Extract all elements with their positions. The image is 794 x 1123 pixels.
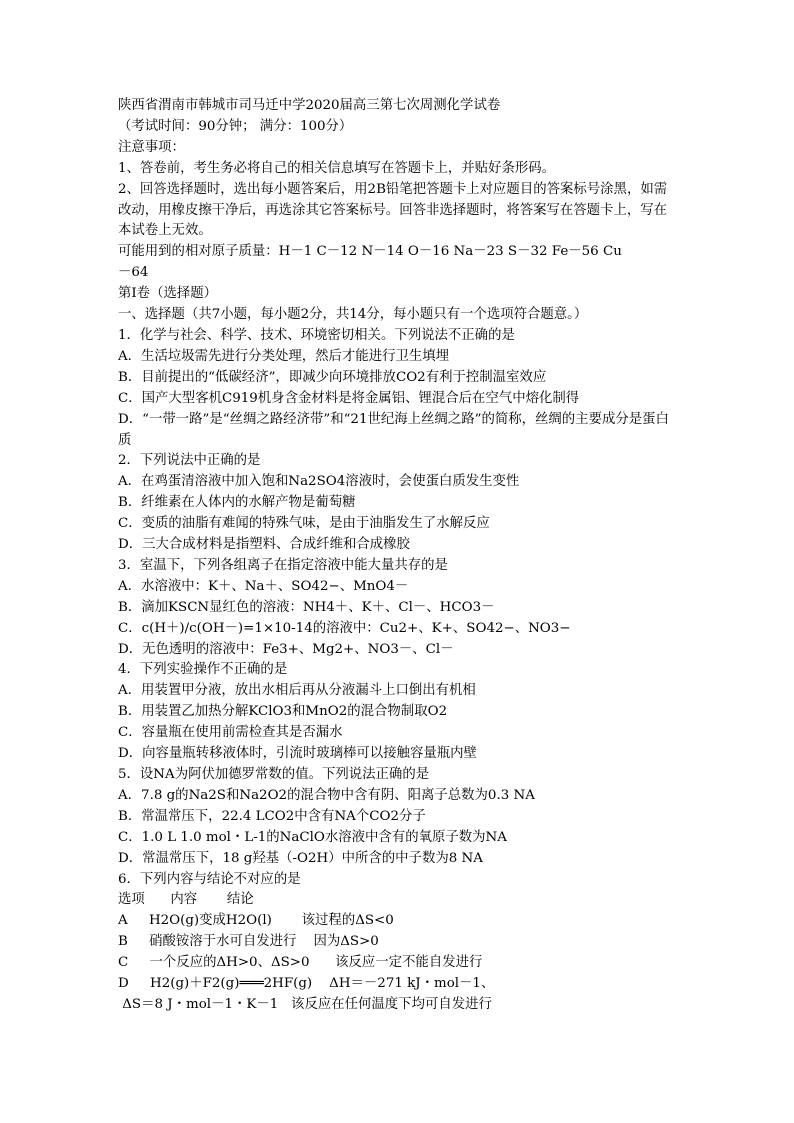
option-b: B．纤维素在人体内的水解产物是葡萄糖 [118,495,356,511]
option-b: B．目前提出的“低碳经济”，即减少向环境排放CO2有利于控制温室效应 [118,369,547,385]
question-stem: 2．下列说法中正确的是 [118,453,261,469]
question-3 [118,556,680,661]
option-a: A．用装置甲分液，放出水相后再从分液漏斗上口倒出有机相 [118,683,476,699]
exam-title: 陕西省渭南市韩城市司马迁中学2020届高三第七次周测化学试卷 [118,98,501,113]
option-c: C．1.0 L 1.0 mol・L-1的NaClO水溶液中含有的氧原子数为NA [118,829,507,845]
table-row-c: C 一个反应的ΔH>0、ΔS>0 该反应一定不能自发进行 [118,955,483,971]
part-heading: 第Ⅰ卷（选择题） [118,286,218,302]
question-5 [118,765,680,870]
question-stem: 3．室温下，下列各组离子在指定溶液中能大量共存的是 [118,557,448,573]
table-row-a: A H2O(g)变成H2O(l) 该过程的ΔS<0 [118,913,394,929]
question-stem: 5．设NA为阿伏加德罗常数的值。下列说法正确的是 [118,767,430,782]
option-d: D．向容量瓶转移液体时，引流时玻璃棒可以接触容量瓶内壁 [118,746,477,762]
option-a: A．在鸡蛋清溶液中加入饱和Na2SO4溶液时，会使蛋白质发生变性 [118,474,520,490]
option-a: A．水溶液中：K＋、Na＋、SO42−、MnO4－ [118,578,409,594]
exam-page [118,96,680,1016]
table-row-d: D H2(g)＋F2(g)═══2HF(g) ΔH＝－271 kJ・mol－1、 [118,976,495,992]
option-c: C．变质的油脂有难闻的特殊气味，是由于油脂发生了水解反应 [118,516,490,532]
option-c: C．国产大型客机C919机身含金材料是将金属铝、锂混合后在空气中熔化制得 [118,390,580,406]
notice-item-1: 1、答卷前，考生务必将自己的相关信息填写在答题卡上，并贴好条形码。 [118,160,556,176]
table-row-d-continued: ΔS＝8 J・mol－1・K－1 该反应在任何温度下均可自发进行 [118,996,492,1012]
option-d: D．“一带一路”是“丝绸之路经济带”和“21世纪海上丝绸之路”的简称，丝绸的主要成分是蛋白质 [118,411,669,448]
option-d: D．常温常压下，18 g羟基（-O2H）中所含的中子数为8 NA [118,850,483,866]
question-stem: 1．化学与社会、科学、技术、环境密切相关。下列说法不正确的是 [118,327,515,343]
option-b: B．滴加KSCN显红色的溶液：NH4＋、K＋、Cl－、HCO3－ [118,599,495,615]
atomic-mass-line-1: 可能用到的相对原子质量：H－1 C－12 N－14 O－16 Na－23 S－32 Fe－56 Cu [118,244,622,260]
option-b: B．用装置乙加热分解KClO3和MnO2的混合物制取O2 [118,704,448,720]
option-a: A．7.8 g的Na2S和Na2O2的混合物中含有阴、阳离子总数为0.3 NA [118,787,535,803]
section-heading: 一、选择题（共7小题，每小题2分，共14分，每小题只有一个选项符合题意。） [118,307,588,323]
table-header: 选项 内容 结论 [118,892,254,908]
notice-heading: 注意事项： [118,139,185,155]
option-b: B．常温常压下，22.4 LCO2中含有NA个CO2分子 [118,808,426,824]
option-d: D．无色透明的溶液中：Fe3+、Mg2+、NO3－、Cl－ [118,641,454,657]
question-1 [118,326,680,451]
option-c: C．容量瓶在使用前需检查其是否漏水 [118,725,343,741]
option-a: A．生活垃圾需先进行分类处理，然后才能进行卫生填埋 [118,348,450,364]
notice-item-2: 2、回答选择题时，选出每小题答案后，用2B铅笔把答题卡上对应题目的答案标号涂黑，如需改动，用橡皮擦干净后，再选涂其它答案标号。回答非选择题时，将答案写在答题卡上，写在本试卷上无效。 [118,181,668,239]
option-d: D．三大合成材料是指塑料、合成纤维和合成橡胶 [118,537,410,553]
option-c: C．c(H＋)/c(OH－)=1×10-14的溶液中：Cu2+、K+、SO42−、NO3− [118,620,571,636]
question-4 [118,660,680,765]
question-stem: 6．下列内容与结论不对应的是 [118,871,301,887]
exam-info: （考试时间：90分钟； 满分：100分） [118,118,353,134]
table-row-b: B 硝酸铵溶于水可自发进行 因为ΔS>0 [118,934,379,950]
question-2 [118,451,680,556]
atomic-mass-line-2: －64 [118,265,149,281]
question-6 [118,870,680,1016]
question-stem: 4．下列实验操作不正确的是 [118,662,288,678]
